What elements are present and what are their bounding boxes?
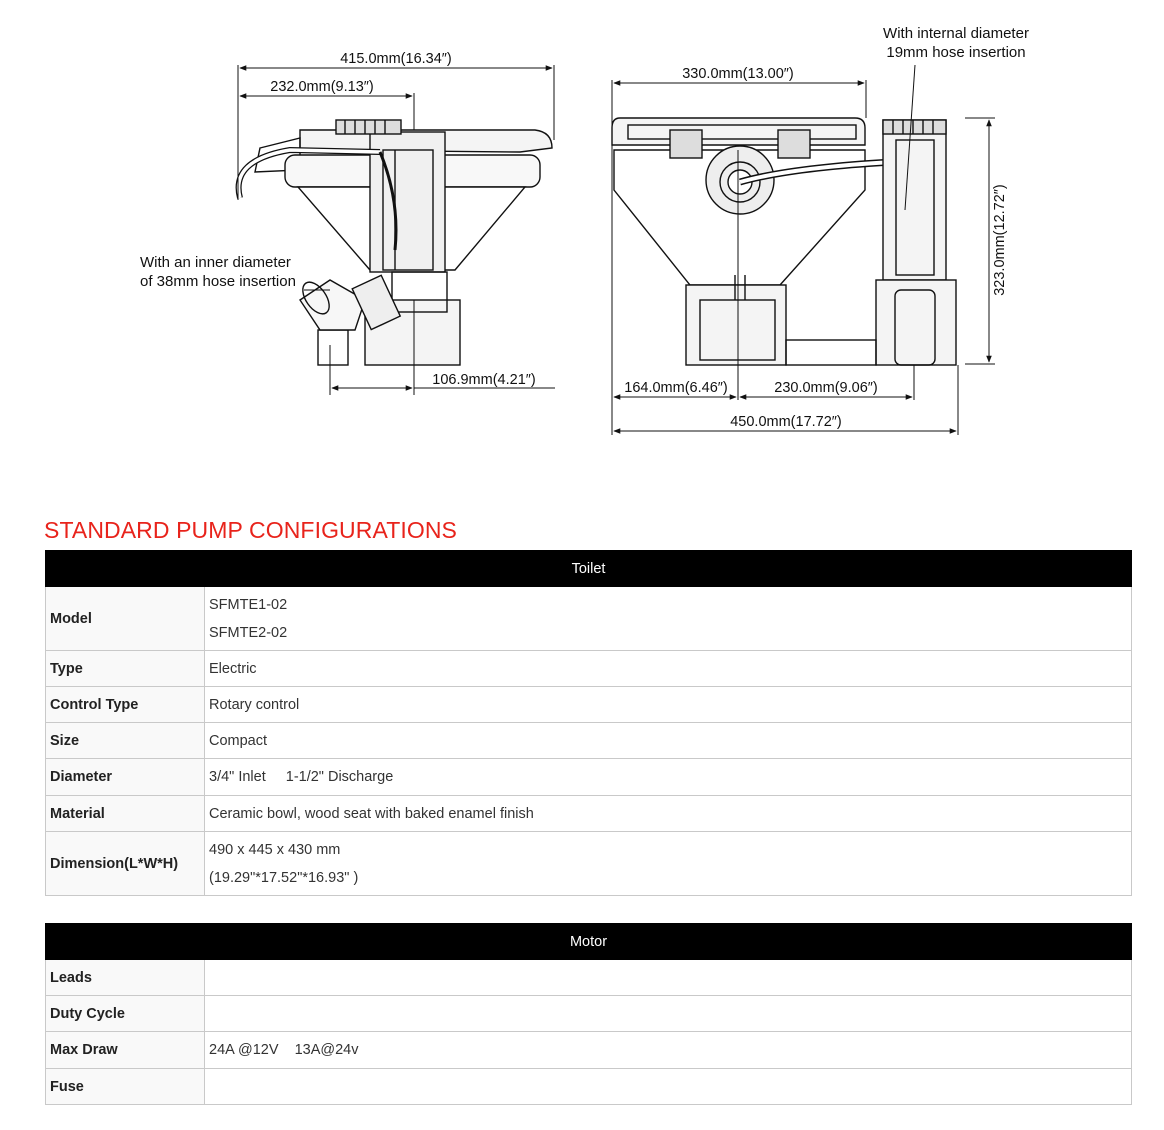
table-row bbox=[46, 1032, 1132, 1069]
table-row bbox=[46, 687, 1132, 723]
row-label-model: Model bbox=[46, 587, 205, 651]
note-38mm-hose-line2: of 38mm hose insertion bbox=[140, 273, 296, 290]
dim-outlet-offset: 106.9mm(4.21″) bbox=[432, 372, 536, 388]
row-label-leads: Leads bbox=[46, 960, 205, 996]
diameter-inlet: 3/4" Inlet bbox=[209, 769, 266, 785]
table-row bbox=[46, 651, 1132, 687]
dim-height-right: 323.0mm(12.72″) bbox=[992, 184, 1008, 296]
row-value-dimension bbox=[205, 832, 1132, 896]
motor-spec-table bbox=[45, 923, 1132, 1105]
diameter-discharge: 1-1/2" Discharge bbox=[285, 769, 394, 785]
table-header-motor: Motor bbox=[46, 924, 1132, 960]
table-row bbox=[46, 960, 1132, 996]
table-row bbox=[46, 832, 1132, 896]
model-line-1: SFMTE1-02 bbox=[209, 596, 288, 613]
row-value-max-draw bbox=[205, 1032, 1132, 1069]
max-draw-24v: 13A@24v bbox=[294, 1042, 359, 1058]
row-label-type: Type bbox=[46, 651, 205, 687]
row-label-duty-cycle: Duty Cycle bbox=[46, 996, 205, 1032]
row-label-diameter: Diameter bbox=[46, 759, 205, 796]
front-view-drawing bbox=[612, 118, 956, 365]
model-line-2: SFMTE2-02 bbox=[209, 624, 288, 641]
row-value-duty-cycle bbox=[205, 996, 1132, 1032]
row-value-size: Compact bbox=[205, 723, 1132, 759]
note-19mm-hose-line1: With internal diameter bbox=[883, 25, 1029, 42]
dim-top-width-right: 330.0mm(13.00″) bbox=[682, 66, 794, 82]
row-label-max-draw: Max Draw bbox=[46, 1032, 205, 1069]
dim-overall-width-left: 415.0mm(16.34″) bbox=[340, 51, 452, 67]
row-value-type: Electric bbox=[205, 651, 1132, 687]
row-value-diameter bbox=[205, 759, 1132, 796]
dim-partial-width-left: 232.0mm(9.13″) bbox=[270, 79, 374, 95]
table-row bbox=[46, 996, 1132, 1032]
row-value-leads bbox=[205, 960, 1132, 996]
note-38mm-hose-line1: With an inner diameter bbox=[140, 254, 291, 271]
note-19mm-hose-line2: 19mm hose insertion bbox=[886, 44, 1026, 61]
row-label-dimension: Dimension(L*W*H) bbox=[46, 832, 205, 896]
technical-drawing bbox=[0, 0, 1164, 500]
row-value-model bbox=[205, 587, 1132, 651]
side-view-drawing bbox=[239, 120, 552, 365]
row-value-material: Ceramic bowl, wood seat with baked enamel finish bbox=[205, 796, 1132, 832]
dim-base-right: 230.0mm(9.06″) bbox=[774, 380, 878, 396]
dimension-line-2: (19.29"*17.52"*16.93" ) bbox=[209, 869, 359, 886]
row-label-size: Size bbox=[46, 723, 205, 759]
dim-base-total: 450.0mm(17.72″) bbox=[730, 414, 842, 430]
table-header-row bbox=[46, 924, 1132, 960]
dimension-line-1: 490 x 445 x 430 mm bbox=[209, 841, 341, 858]
table-header-row bbox=[46, 551, 1132, 587]
table-row bbox=[46, 796, 1132, 832]
table-row bbox=[46, 587, 1132, 651]
section-heading: STANDARD PUMP CONFIGURATIONS bbox=[44, 517, 457, 543]
table-header-toilet: Toilet bbox=[46, 551, 1132, 587]
row-value-fuse bbox=[205, 1069, 1132, 1105]
table-row bbox=[46, 723, 1132, 759]
row-label-control-type: Control Type bbox=[46, 687, 205, 723]
row-label-material: Material bbox=[46, 796, 205, 832]
row-value-control-type: Rotary control bbox=[205, 687, 1132, 723]
max-draw-12v: 24A @12V bbox=[209, 1042, 279, 1058]
toilet-spec-table bbox=[45, 550, 1132, 896]
table-row bbox=[46, 759, 1132, 796]
row-label-fuse: Fuse bbox=[46, 1069, 205, 1105]
table-row bbox=[46, 1069, 1132, 1105]
dim-base-left: 164.0mm(6.46″) bbox=[624, 380, 728, 396]
